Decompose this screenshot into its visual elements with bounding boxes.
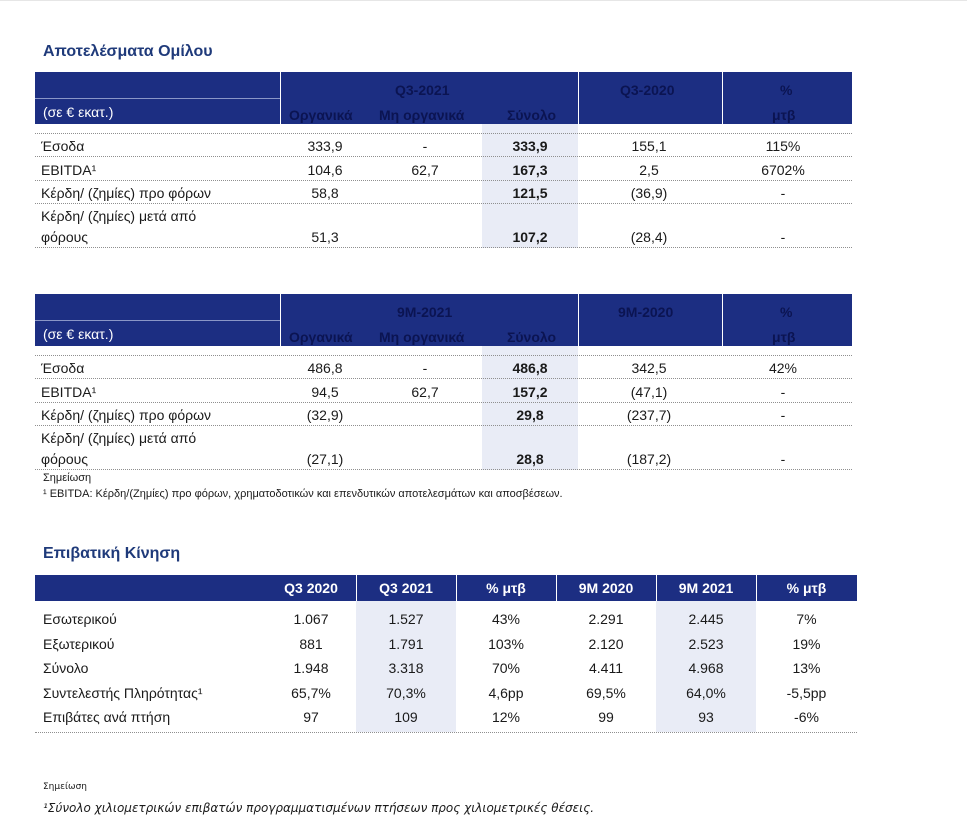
cell: 70% (491, 660, 521, 676)
row-label: Κέρδη/ (ζημίες) μετά από (41, 430, 197, 446)
pct-top: % (780, 82, 793, 98)
cell-prior: (47,1) (630, 384, 668, 400)
table-bottom-rule (35, 732, 857, 733)
cell: 1.067 (293, 611, 329, 627)
period-current: Q3-2021 (395, 82, 450, 98)
cell-pct: 6702% (761, 162, 805, 178)
cell-organic: 51,3 (311, 229, 339, 245)
col-organic: Οργανικά (289, 107, 353, 123)
cell: 4,6pp (488, 685, 524, 701)
cell-organic: 486,8 (307, 360, 343, 376)
cell-organic: 94,5 (311, 384, 339, 400)
cell: 4.411 (589, 660, 623, 676)
header-q3-2021: Q3 2021 (379, 580, 433, 596)
pct-top: % (780, 304, 793, 320)
cell-pct: - (780, 229, 786, 245)
cell-prior: 155,1 (631, 138, 667, 154)
pct-bottom: μτβ (772, 107, 796, 123)
cell-total: 333,9 (512, 138, 548, 154)
cell: 2.445 (688, 611, 724, 627)
cell-pct: - (780, 185, 786, 201)
cell: -6% (794, 709, 819, 725)
cell-pct: 115% (765, 138, 801, 154)
header-q3-2020: Q3 2020 (284, 580, 338, 596)
cell-total: 107,2 (512, 229, 548, 245)
row-label: Σύνολο (43, 660, 89, 676)
cell: 65,7% (291, 685, 331, 701)
cell-total: 167,3 (512, 162, 548, 178)
cell: 109 (394, 709, 418, 725)
cell-organic: 104,6 (307, 162, 343, 178)
cell: 43% (491, 611, 521, 627)
cell: 70,3% (386, 685, 426, 701)
cell-prior: 2,5 (639, 162, 659, 178)
cell: 97 (303, 709, 319, 725)
note-title: Σημείωση (43, 472, 92, 484)
row-label: Έσοδα (41, 360, 85, 376)
cell: 69,5% (586, 685, 626, 701)
row-label: EBITDA¹ (41, 162, 97, 178)
header-9m-2021: 9M 2021 (678, 580, 734, 596)
row-label-continued: φόρους (41, 229, 89, 245)
row-label: Κέρδη/ (ζημίες) μετά από (41, 208, 197, 224)
cell-non-organic: 62,7 (411, 162, 439, 178)
cell: 13% (792, 660, 821, 676)
cell-total: 157,2 (512, 384, 548, 400)
cell-pct: - (780, 384, 786, 400)
cell-total: 486,8 (512, 360, 548, 376)
period-prior: Q3-2020 (620, 82, 675, 98)
q3-results-table (35, 72, 852, 248)
cell-non-organic: - (422, 138, 428, 154)
row-label: Έσοδα (41, 138, 85, 154)
cell-prior: (28,4) (630, 229, 668, 245)
cell-pct: - (780, 451, 786, 467)
cell-prior: (237,7) (626, 407, 672, 423)
header-9m-change: % μτβ (786, 580, 827, 596)
passenger-title: Επιβατική Κίνηση (43, 545, 181, 562)
cell-total: 121,5 (512, 185, 548, 201)
col-non-organic: Μη οργανικά (379, 329, 465, 345)
load-factor-footnote: ¹Σύνολο χιλιομετρικών επιβατών προγραμματισμένων πτήσεων προς χιλιομετρικές θέσεις. (43, 801, 595, 815)
cell: 2.523 (688, 636, 724, 652)
cell-pct: 42% (768, 360, 798, 376)
cell: 19% (792, 636, 821, 652)
row-label: Εξωτερικού (43, 636, 115, 652)
9m-results-table (35, 294, 852, 470)
col-total: Σύνολο (507, 107, 557, 123)
row-label: Κέρδη/ (ζημίες) προ φόρων (41, 407, 212, 423)
cell-non-organic: - (422, 360, 428, 376)
passenger-table (35, 575, 857, 737)
cell-organic: 58,8 (311, 185, 339, 201)
unit-label: (σε € εκατ.) (43, 326, 114, 342)
cell: 3.318 (388, 660, 424, 676)
cell-pct: - (780, 407, 786, 423)
group-results-title: Αποτελέσματα Ομίλου (43, 43, 213, 60)
col-total: Σύνολο (507, 329, 557, 345)
row-label-continued: φόρους (41, 451, 89, 467)
row-label: Εσωτερικού (43, 611, 117, 627)
cell: 2.120 (588, 636, 624, 652)
col-non-organic: Μη οργανικά (379, 107, 465, 123)
cell-total: 29,8 (516, 407, 544, 423)
cell: 64,0% (686, 685, 726, 701)
cell-organic: (27,1) (306, 451, 344, 467)
cell: -5,5pp (786, 685, 827, 701)
period-prior: 9M-2020 (618, 304, 674, 320)
passenger-note-title: Σημείωση (43, 782, 87, 792)
cell-prior: (187,2) (626, 451, 672, 467)
cell-prior: (36,9) (630, 185, 668, 201)
cell-prior: 342,5 (631, 360, 667, 376)
cell: 881 (299, 636, 323, 652)
cell: 99 (598, 709, 614, 725)
col-organic: Οργανικά (289, 329, 353, 345)
unit-label: (σε € εκατ.) (43, 104, 114, 120)
cell: 7% (796, 611, 817, 627)
cell-total: 28,8 (516, 451, 544, 467)
cell: 103% (488, 636, 524, 652)
row-label: Επιβάτες ανά πτήση (43, 709, 171, 725)
cell-non-organic: 62,7 (411, 384, 439, 400)
cell: 93 (698, 709, 714, 725)
cell-organic: (32,9) (306, 407, 344, 423)
cell: 12% (491, 709, 521, 725)
period-current: 9M-2021 (397, 304, 453, 320)
pct-bottom: μτβ (772, 329, 796, 345)
ebitda-footnote: ¹ EBITDA: Κέρδη/(Ζημίες) προ φόρων, χρηματοδοτικών και επενδυτικών αποτελεσμάτων και αποσβέσεων. (43, 488, 563, 500)
cell-organic: 333,9 (307, 138, 343, 154)
cell: 1.527 (388, 611, 424, 627)
cell: 1.948 (293, 660, 329, 676)
cell: 2.291 (588, 611, 624, 627)
top-divider (0, 0, 967, 1)
header-q3-change: % μτβ (486, 580, 526, 596)
cell: 4.968 (688, 660, 724, 676)
row-label: Κέρδη/ (ζημίες) προ φόρων (41, 185, 212, 201)
cell: 1.791 (388, 636, 424, 652)
header-9m-2020: 9M 2020 (578, 580, 634, 596)
row-label: EBITDA¹ (41, 384, 97, 400)
row-label: Συντελεστής Πληρότητας¹ (43, 685, 203, 701)
